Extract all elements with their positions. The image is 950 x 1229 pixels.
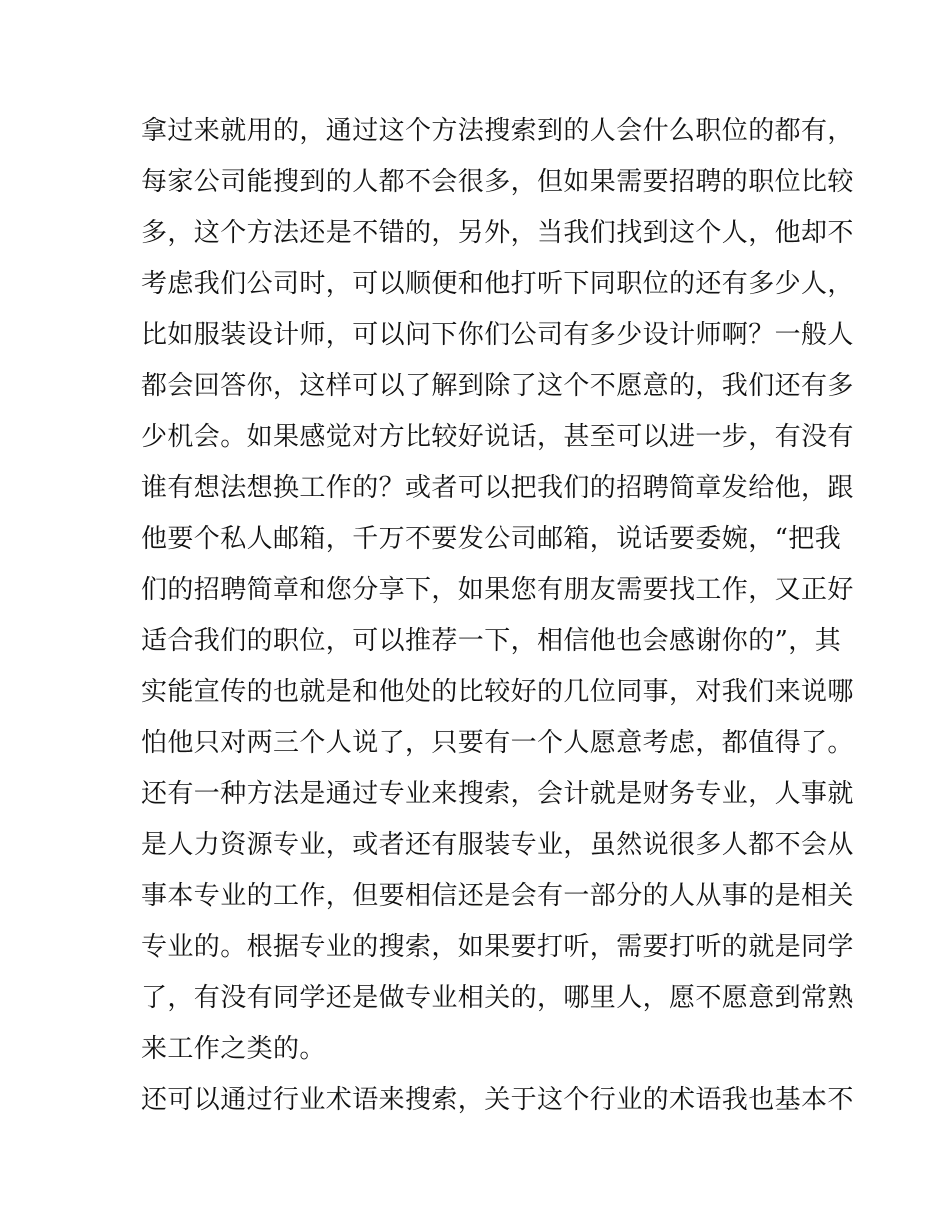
text-line: 来工作之类的。 — [141, 1034, 326, 1064]
text-line: 谁有想法想换工作的？或者可以把我们的招聘简章发给他，跟 — [141, 473, 854, 503]
text-line: 他要个私人邮箱，千万不要发公司邮箱，说话要委婉，“把我 — [141, 524, 842, 554]
text-line: 考虑我们公司时，可以顺便和他打听下同职位的还有多少人， — [141, 269, 854, 299]
text-line: 专业的。根据专业的搜索，如果要打听，需要打听的就是同学 — [141, 932, 854, 962]
text-line: 是人力资源专业，或者还有服装专业，虽然说很多人都不会从 — [141, 830, 854, 860]
text-line: 了，有没有同学还是做专业相关的，哪里人，愿不愿意到常熟 — [141, 983, 854, 1013]
text-line: 拿过来就用的，通过这个方法搜索到的人会什么职位的都有， — [141, 116, 854, 146]
text-line: 们的招聘简章和您分享下，如果您有朋友需要找工作，又正好 — [141, 575, 854, 605]
text-line: 事本专业的工作，但要相信还是会有一部分的人从事的是相关 — [141, 881, 854, 911]
text-line: 比如服装设计师，可以问下你们公司有多少设计师啊？一般人 — [141, 320, 854, 350]
body-text — [141, 106, 854, 1126]
text-line: 少机会。如果感觉对方比较好说话，甚至可以进一步，有没有 — [141, 422, 854, 452]
text-line: 怕他只对两三个人说了，只要有一个人愿意考虑，都值得了。 — [141, 728, 854, 758]
text-line: 还有一种方法是通过专业来搜索，会计就是财务专业，人事就 — [141, 779, 854, 809]
text-line: 每家公司能搜到的人都不会很多，但如果需要招聘的职位比较 — [141, 167, 854, 197]
text-line: 都会回答你，这样可以了解到除了这个不愿意的，我们还有多 — [141, 371, 854, 401]
text-line: 还可以通过行业术语来搜索，关于这个行业的术语我也基本不 — [141, 1085, 854, 1115]
text-line: 适合我们的职位，可以推荐一下，相信他也会感谢你的”，其 — [141, 626, 842, 656]
text-line: 多，这个方法还是不错的，另外，当我们找到这个人，他却不 — [141, 218, 854, 248]
text-line: 实能宣传的也就是和他处的比较好的几位同事，对我们来说哪 — [141, 677, 854, 707]
